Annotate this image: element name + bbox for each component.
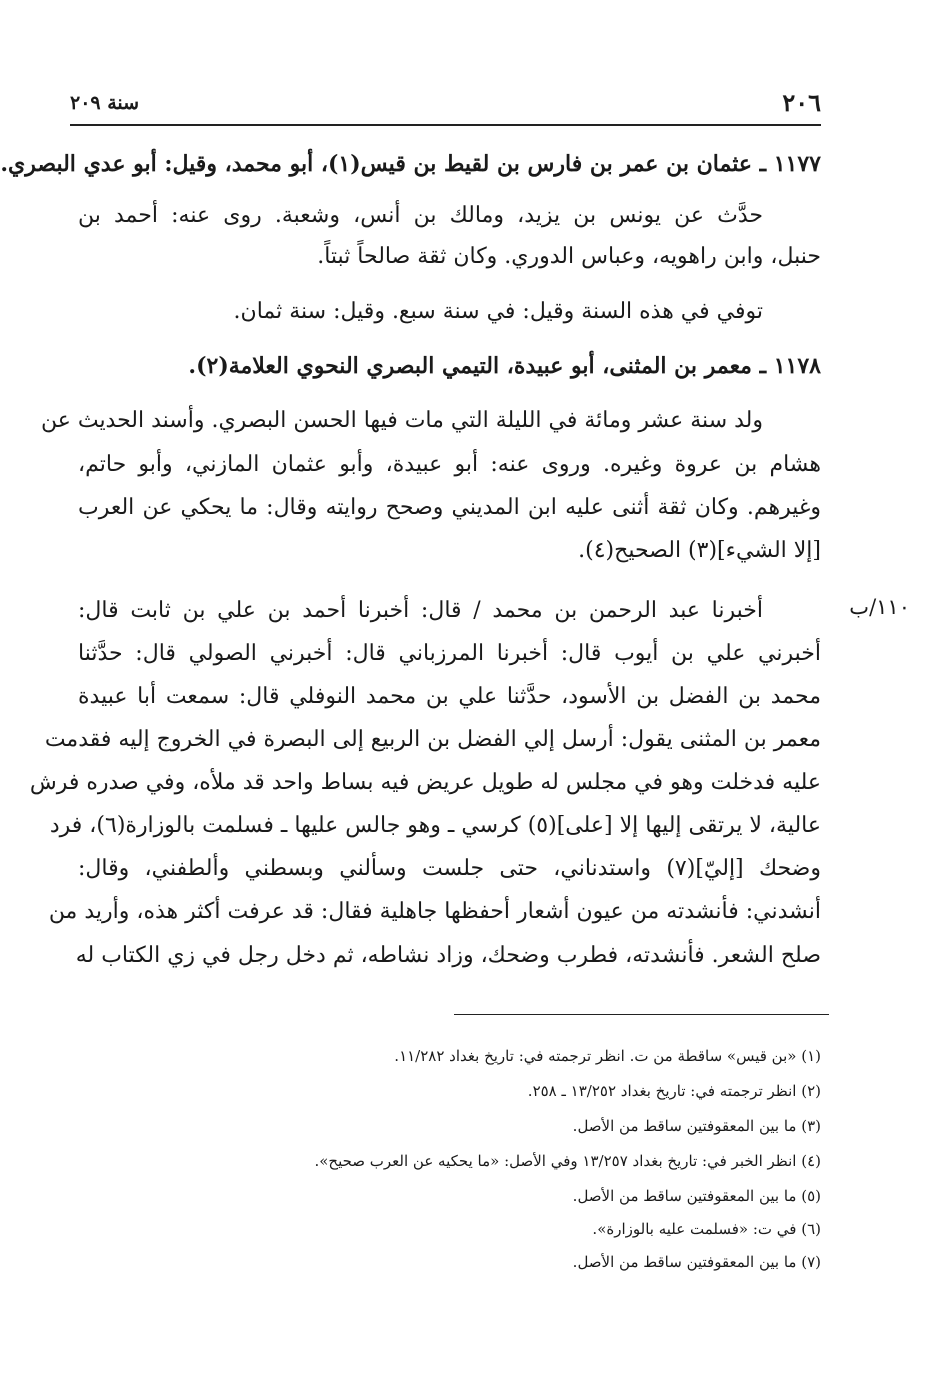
footnote: (١) «بن قيس» ساقطة من ت. انظر ترجمته في: تاريخ بغداد ١١/٢٨٢. bbox=[394, 1047, 821, 1065]
text-line: [إلا الشيء](٣) الصحيح(٤). bbox=[578, 538, 821, 563]
text-line: معمر بن المثنى يقول: أرسل إلي الفضل بن الربيع إلى البصرة في الخروج إليه فقدمت bbox=[44, 727, 821, 752]
text-line: محمد بن الفضل بن الأسود، حدَّثنا علي بن محمد النوفلي قال: سمعت أبا عبيدة bbox=[78, 684, 821, 709]
footnote: (٣) ما بين المعقوفتين ساقط من الأصل. bbox=[572, 1117, 821, 1135]
text-line: حنبل، وابن راهويه، وعباس الدوري. وكان ثقة صالحاً ثبتاً. bbox=[317, 244, 821, 269]
footnote: (٦) في ت: «فسلمت عليه بالوزارة». bbox=[592, 1220, 821, 1238]
running-head: سنة ٢٠٩ bbox=[70, 92, 140, 114]
entry-heading: ١١٧٧ ـ عثمان بن عمر بن فارس بن لقيط بن قيس(١)، أبو محمد، وقيل: أبو عدي البصري. bbox=[0, 151, 821, 177]
text-line: وضحك [إليّ](٧) واستدناني، حتى جلست وسألني وبسطني وألطفني، وقال: bbox=[78, 856, 821, 881]
text-line: هشام بن عروة وغيره. وروى عنه: أبو عبيدة، وأبو عثمان المازني، وأبو حاتم، bbox=[78, 452, 821, 477]
text-line: أخبرني علي بن أيوب قال: أخبرنا المرزباني قال: أخبرني الصولي قال: حدَّثنا bbox=[78, 641, 821, 666]
entry-heading: ١١٧٨ ـ معمر بن المثنى، أبو عبيدة، التيمي البصري النحوي العلامة(٢). bbox=[188, 353, 821, 379]
text-line: صلح الشعر. فأنشدته، فطرب وضحك، وزاد نشاطه، ثم دخل رجل في زي الكتاب له bbox=[75, 943, 821, 968]
text-line: توفي في هذه السنة وقيل: في سنة سبع. وقيل: سنة ثمان. bbox=[233, 299, 763, 324]
text-line: عالية، لا يرتقى إليها إلا [على](٥) كرسي ـ وهو جالس عليها ـ فسلمت بالوزارة(٦)، فرد bbox=[49, 813, 821, 838]
footnote: (٤) انظر الخبر في: تاريخ بغداد ١٣/٢٥٧ وفي الأصل: «ما يحكيه عن العرب صحيح». bbox=[314, 1152, 821, 1170]
manuscript-folio-ref: ١١٠/ب bbox=[849, 595, 910, 619]
header-rule bbox=[70, 124, 821, 126]
page-number: ٢٠٦ bbox=[782, 88, 821, 117]
text-line: أنشدني: فأنشدته من عيون أشعار أحفظها جاهلية فقال: قد عرفت أكثر هذه، وأريد من bbox=[48, 899, 821, 924]
text-line: أخبرنا عبد الرحمن بن محمد / قال: أخبرنا أحمد بن علي بن ثابت قال: bbox=[78, 598, 763, 623]
footnote: (٧) ما بين المعقوفتين ساقط من الأصل. bbox=[572, 1253, 821, 1271]
footnote: (٢) انظر ترجمته في: تاريخ بغداد ١٣/٢٥٢ ـ ٢٥٨. bbox=[527, 1082, 821, 1100]
footnote-rule bbox=[454, 1014, 829, 1015]
footnote: (٥) ما بين المعقوفتين ساقط من الأصل. bbox=[572, 1187, 821, 1205]
text-line: ولد سنة عشر ومائة في الليلة التي مات فيها الحسن البصري. وأسند الحديث عن bbox=[40, 408, 763, 433]
text-line: حدَّث عن يونس بن يزيد، ومالك بن أنس، وشعبة. روى عنه: أحمد بن bbox=[78, 203, 763, 228]
text-line: عليه فدخلت وهو في مجلس له طويل عريض فيه بساط واحد قد ملأه، وفي صدره فرش bbox=[29, 770, 821, 795]
text-line: وغيرهم. وكان ثقة أثنى عليه ابن المديني وصحح روايته وقال: ما يحكي عن العرب bbox=[78, 495, 821, 520]
page-header bbox=[70, 88, 821, 120]
